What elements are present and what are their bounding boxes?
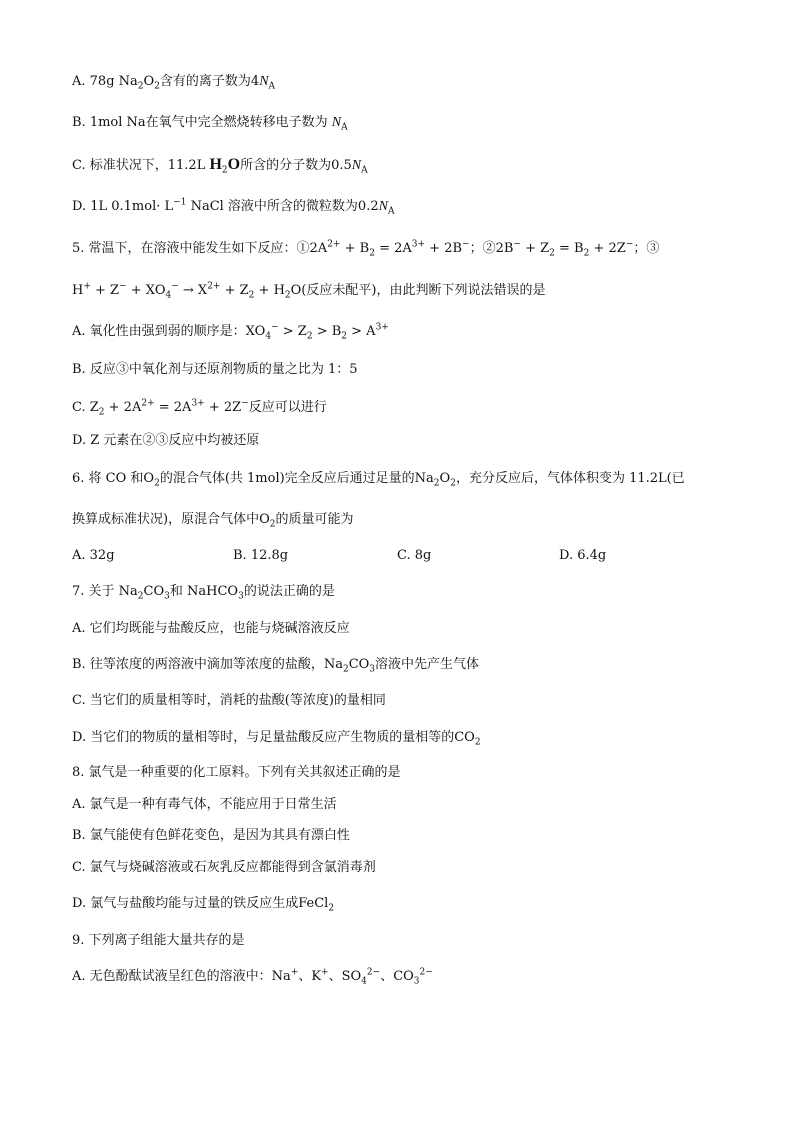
q8-option-a: A. 氯气是一种有毒气体，不能应用于日常生活 <box>72 797 337 812</box>
q8-option-d: D. 氯气与盐酸均能与过量的铁反应生成FeCl$_2$ <box>72 896 335 914</box>
q8-option-b: B. 氯气能使有色鲜花变色，是因为其具有漂白性 <box>72 828 350 843</box>
q7-option-b: B. 往等浓度的两溶液中滴加等浓度的盐酸，$Na_2CO_3$溶液中先产生气体 <box>72 657 480 675</box>
q7-option-d: D. 当它们的物质的量相等时，与足量盐酸反应产生物质的量相等的$CO_2$ <box>72 730 481 748</box>
q7-option-c: C. 当它们的质量相等时，消耗的盐酸(等浓度)的量相同 <box>72 693 386 708</box>
q9-option-a: A. 无色酚酞试液呈红色的溶液中：Na+、K+、$SO_4^{2-}$、$CO_3^{2-}$ <box>72 967 433 987</box>
q4-option-c: C. 标准状况下，11.2L $H_2O$所含的分子数为$0.5N_A$ <box>72 156 368 176</box>
q5-option-a: A. 氧化性由强到弱的顺序是：$XO_4^- > Z_2 > B_2 > A^{3+}$ <box>72 322 389 342</box>
q9-stem: 9. 下列离子组能大量共存的是 <box>72 933 245 948</box>
q5-stem-line2: $H^+ + Z^- + XO_4^- \to X^{2+} + Z_2 + H_2O$(反应未配平)，由此判断下列说法错误的是 <box>72 281 546 301</box>
q7-option-a: A. 它们均既能与盐酸反应，也能与烧碱溶液反应 <box>72 621 350 636</box>
q8-stem: 8. 氯气是一种重要的化工原料。下列有关其叙述正确的是 <box>72 765 401 780</box>
q6-stem-line2: 换算成标准状况)，原混合气体中$O_2$的质量可能为 <box>72 512 354 530</box>
q5-stem-line1: 5. 常温下，在溶液中能发生如下反应：$①2A^{2+} + B_2 = 2A^{3+} + 2B^-$；②2B− + $Z_2 = B_2 + 2Z^-$；③ <box>72 239 660 259</box>
q7-stem: 7. 关于 $Na_2CO_3$和 NaHCO$_3$的说法正确的是 <box>72 584 335 602</box>
q5-option-d: D. Z 元素在②③反应中均被还原 <box>72 433 260 448</box>
q6-option-d: D. 6.4g <box>559 548 607 563</box>
q4-option-d: D. 1L $0.1mol\cdot L^{-1}$ NaCl 溶液中所含的微粒数为$0.2N_A$ <box>72 197 395 217</box>
q4-option-a: A. 78g $Na_2O_2$含有的离子数为$4N_A$ <box>72 74 276 92</box>
q6-option-a: A. 32g <box>72 548 115 563</box>
q4-option-b: B. 1mol Na在氧气中完全燃烧转移电子数为 $N_A$ <box>72 115 348 133</box>
q8-option-c: C. 氯气与烧碱溶液或石灰乳反应都能得到含氯消毒剂 <box>72 860 376 875</box>
q6-option-c: C. 8g <box>397 548 432 563</box>
q6-stem-line1: 6. 将 CO 和$O_2$的混合气体(共 1mol)完全反应后通过足量的$Na_2O_2$，充分反应后，气体体积变为 11.2L(已 <box>72 471 685 489</box>
q5-option-c: C. $Z_2 + 2A^{2+} = 2A^{3+} + 2Z^-$反应可以进行 <box>72 398 327 418</box>
q6-option-b: B. 12.8g <box>233 548 289 563</box>
q5-option-b: B. 反应③中氧化剂与还原剂物质的量之比为 1：5 <box>72 362 358 377</box>
